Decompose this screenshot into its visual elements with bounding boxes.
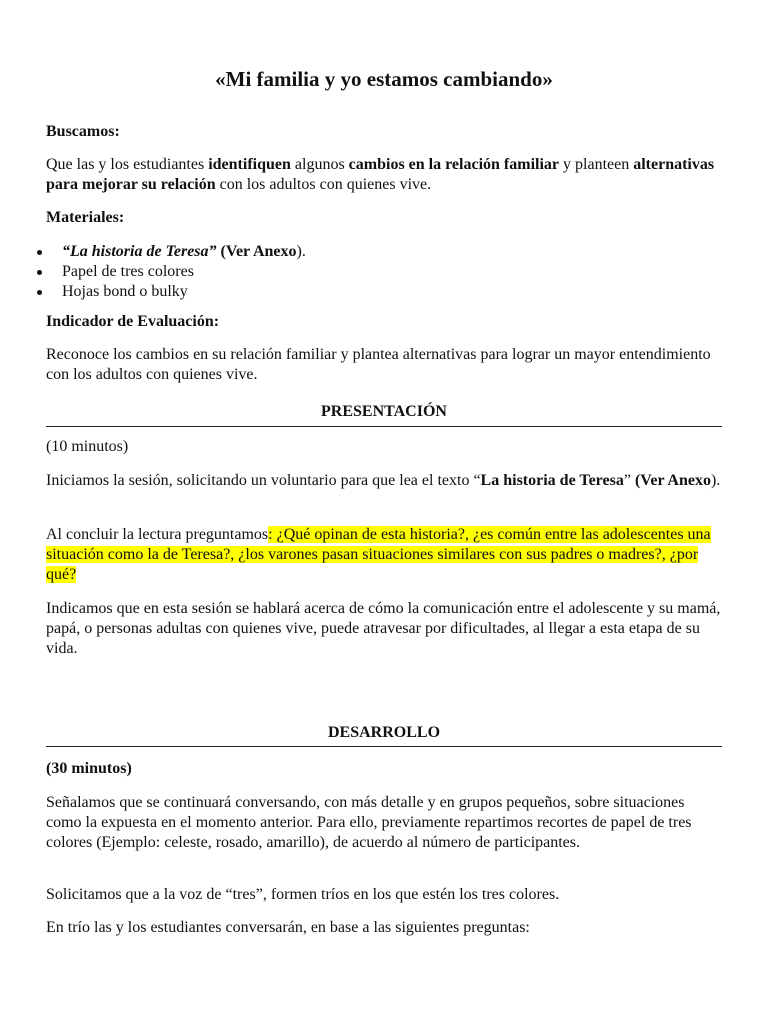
presentacion-paragraph [46,471,722,491]
presentacion-paragraph [46,599,722,659]
bullet-icon [37,290,42,295]
text-run: La historia de Teresa [480,472,624,489]
text-run: Señalamos que se continuará conversando, con más detalle y en grupos pequeños, sobre situaciones como la expuesta en el momento anterior. Para ello, previamente repartimos recortes de papel de tres colores (Ejemplo: celeste, rosado, amarillo), de acuerdo al número de participantes. [46,794,692,851]
text-run: y planteen [559,156,634,173]
text-run: (Ver Anexo [216,243,297,260]
buscamos-text [46,155,722,195]
desarrollo-paragraph [46,918,722,938]
materiales-item-text [62,243,306,260]
text-run: (Ver Anexo [634,472,711,489]
materiales-list [46,242,306,302]
materiales-item-text [62,263,194,280]
text-run: cambios en la relación familiar [348,156,560,173]
desarrollo-paragraph [46,885,722,905]
text-run: identifiquen [208,156,291,173]
text-run: (30 minutos) [46,760,132,777]
materiales-item-text [62,283,188,300]
presentacion-duration [46,437,722,457]
materiales-item [46,262,306,282]
desarrollo-duration [46,759,722,779]
bullet-icon [37,250,42,255]
materiales-label: Materiales: [46,209,125,226]
bullet-icon [37,270,42,275]
text-run: En trío las y los estudiantes conversarán, en base a las siguientes preguntas: [46,919,530,936]
text-run: (10 minutos) [46,438,129,455]
desarrollo-heading: DESARROLLO [327,724,441,741]
text-run: Indicamos que en esta sesión se hablará acerca de cómo la comunicación entre el adolescente y su mamá, papá, o personas adultas con quienes vive, puede atravesar por dificultades, al llegar a esta etapa de su vida. [46,600,721,657]
presentacion-questions [46,525,722,585]
highlighted-text: : ¿Qué opinan de esta historia?, ¿es común entre las adolescentes una situación como la de Teresa?, ¿los varones pasan situaciones similares con sus padres o madres?, ¿por qué? [46,526,711,583]
text-run: ). [710,472,721,489]
document-title: «Mi familia y yo estamos cambiando» [215,67,553,91]
text-run: ). [296,243,306,260]
presentacion-heading: PRESENTACIÓN [321,403,447,420]
buscamos-label: Buscamos: [46,123,120,140]
text-run: Al concluir la lectura preguntamos [46,526,269,543]
text-run: Reconoce los cambios en su relación familiar y plantea alternativas para lograr un mayor entendimiento con los adultos con quienes vive. [46,346,711,383]
materiales-item [46,282,306,302]
desarrollo-paragraph [46,793,722,853]
text-run: Solicitamos que a la voz de “tres”, formen tríos en los que estén los tres colores. [46,886,560,903]
text-run: con los adultos con quienes vive. [215,176,432,193]
text-run: “La historia de Teresa” [62,243,217,260]
text-run: Papel de tres colores [62,263,194,280]
presentacion-divider [46,426,722,427]
indicador-text [46,345,722,385]
text-run: Hojas bond o bulky [62,283,188,300]
desarrollo-divider [46,746,722,747]
text-run: Iniciamos la sesión, solicitando un voluntario para que lea el texto “ [46,472,481,489]
materiales-item [46,242,306,262]
text-run: alternativas para mejorar su relación [46,156,715,193]
text-run: algunos [290,156,349,173]
text-run: ” [623,472,635,489]
text-run: Que las y los estudiantes [46,156,209,173]
indicador-label: Indicador de Evaluación: [46,313,220,330]
